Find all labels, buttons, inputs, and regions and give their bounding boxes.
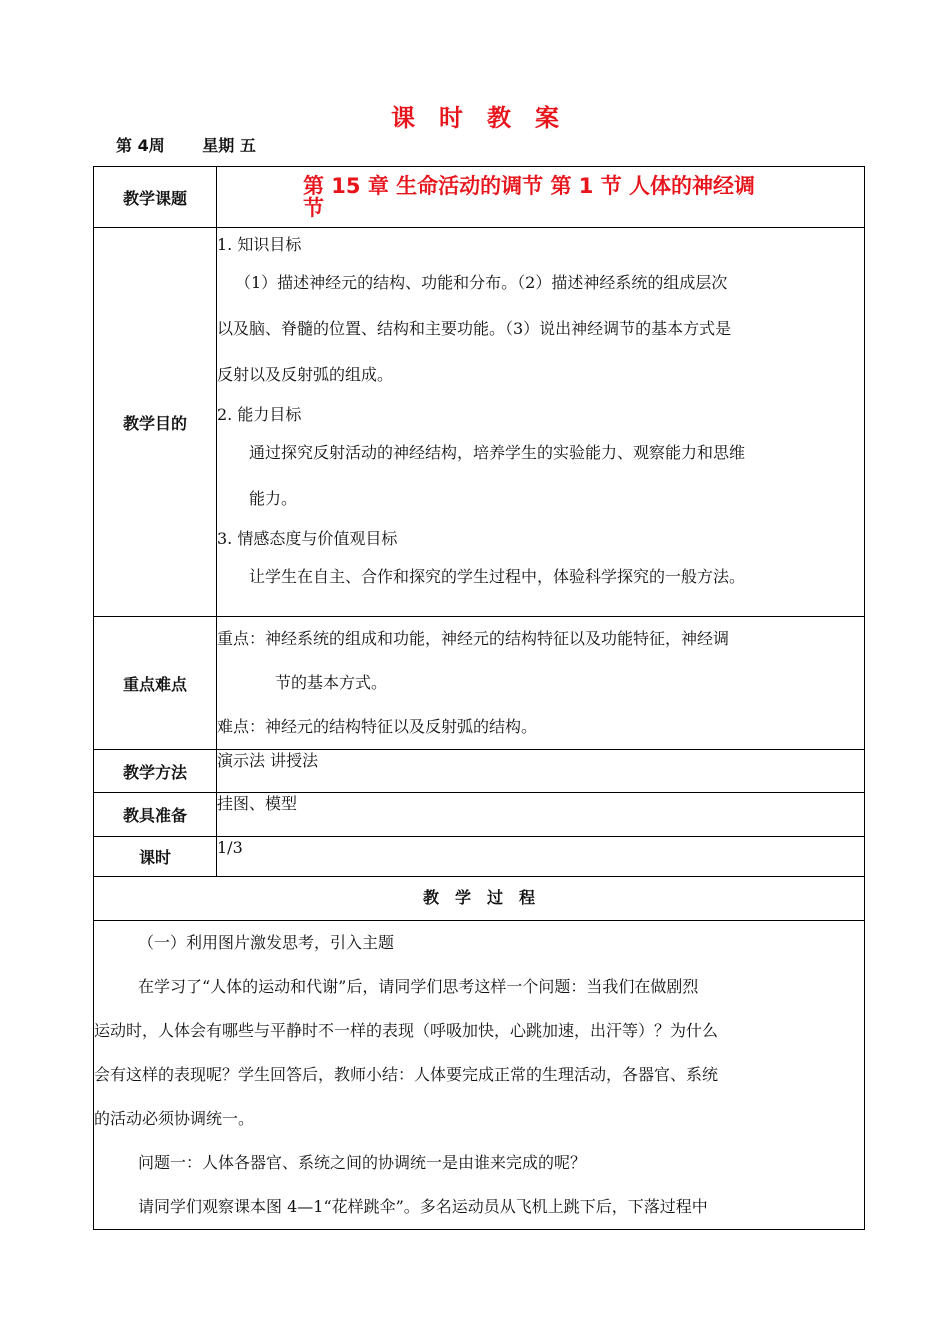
goals-cell bbox=[217, 228, 865, 617]
key-points-cell bbox=[217, 617, 865, 750]
process-line: 的活动必须协调统一。 bbox=[94, 1109, 255, 1128]
method-value: 演示法 讲授法 bbox=[217, 750, 865, 793]
process-line: 运动时，人体会有哪些与平静时不一样的表现（呼吸加快，心跳加速，出汗等）？为什么 bbox=[94, 1021, 719, 1040]
week-day-line: 第 4周 星期 五 bbox=[116, 136, 256, 155]
table-row-topic bbox=[94, 167, 865, 228]
goal-text-line: 以及脑、脊髓的位置、结构和主要功能。（3）说出神经调节的基本方式是 bbox=[217, 319, 732, 338]
table-row-tools bbox=[94, 793, 865, 837]
goals-label: 教学目的 bbox=[94, 228, 217, 617]
goal-text-line: （1）描述神经元的结构、功能和分布。（2）描述神经系统的组成层次 bbox=[235, 273, 728, 292]
topic-title bbox=[217, 167, 864, 219]
tools-label: 教具准备 bbox=[94, 793, 217, 837]
lesson-plan-table bbox=[93, 166, 865, 1230]
process-line: 请同学们观察课本图 4—1“花样跳伞”。多名运动员从飞机上跳下后，下落过程中 bbox=[138, 1197, 708, 1216]
goal-text-line: 能力。 bbox=[249, 489, 298, 508]
goal-heading-knowledge: 1. 知识目标 bbox=[217, 235, 302, 254]
goal-text-line: 通过探究反射活动的神经结构，培养学生的实验能力、观察能力和思维 bbox=[249, 443, 746, 462]
tools-value: 挂图、模型 bbox=[217, 793, 865, 837]
goal-heading-ability: 2. 能力目标 bbox=[217, 405, 302, 424]
topic-title-line1: 第 15 章 生命活动的调节 第 1 节 人体的神经调 bbox=[303, 174, 756, 198]
document-title: 课 时 教 案 bbox=[391, 104, 559, 132]
topic-cell bbox=[217, 167, 865, 228]
goal-text-line: 反射以及反射弧的组成。 bbox=[217, 365, 394, 384]
process-line: 会有这样的表现呢？学生回答后，教师小结：人体要完成正常的生理活动，各器官、系统 bbox=[94, 1065, 719, 1084]
key-points-label: 重点难点 bbox=[94, 617, 217, 750]
process-line: （一）利用图片激发思考，引入主题 bbox=[138, 933, 395, 952]
table-row-key-points bbox=[94, 617, 865, 750]
method-label: 教学方法 bbox=[94, 750, 217, 793]
hours-label: 课时 bbox=[94, 837, 217, 877]
process-body bbox=[94, 921, 865, 1230]
key-point-line: 重点：神经系统的组成和功能，神经元的结构特征以及功能特征，神经调 bbox=[217, 629, 730, 648]
topic-title-line2: 节 bbox=[303, 196, 324, 220]
goal-heading-attitude: 3. 情感态度与价值观目标 bbox=[217, 529, 398, 548]
process-heading: 教 学 过 程 bbox=[94, 877, 865, 921]
process-line: 问题一：人体各器官、系统之间的协调统一是由谁来完成的呢？ bbox=[138, 1153, 587, 1172]
table-row-process-body bbox=[94, 921, 865, 1230]
key-point-line: 节的基本方式。 bbox=[275, 673, 388, 692]
table-row-process-heading bbox=[94, 877, 865, 921]
table-row-hours bbox=[94, 837, 865, 877]
process-line: 在学习了“人体的运动和代谢”后，请同学们思考这样一个问题：当我们在做剧烈 bbox=[138, 977, 699, 996]
goal-text-line: 让学生在自主、合作和探究的学生过程中，体验科学探究的一般方法。 bbox=[249, 567, 746, 586]
difficulty-line: 难点：神经元的结构特征以及反射弧的结构。 bbox=[217, 717, 538, 736]
hours-value: 1/3 bbox=[217, 837, 865, 877]
table-row-goals bbox=[94, 228, 865, 617]
table-row-method bbox=[94, 750, 865, 793]
topic-label: 教学课题 bbox=[94, 167, 217, 228]
